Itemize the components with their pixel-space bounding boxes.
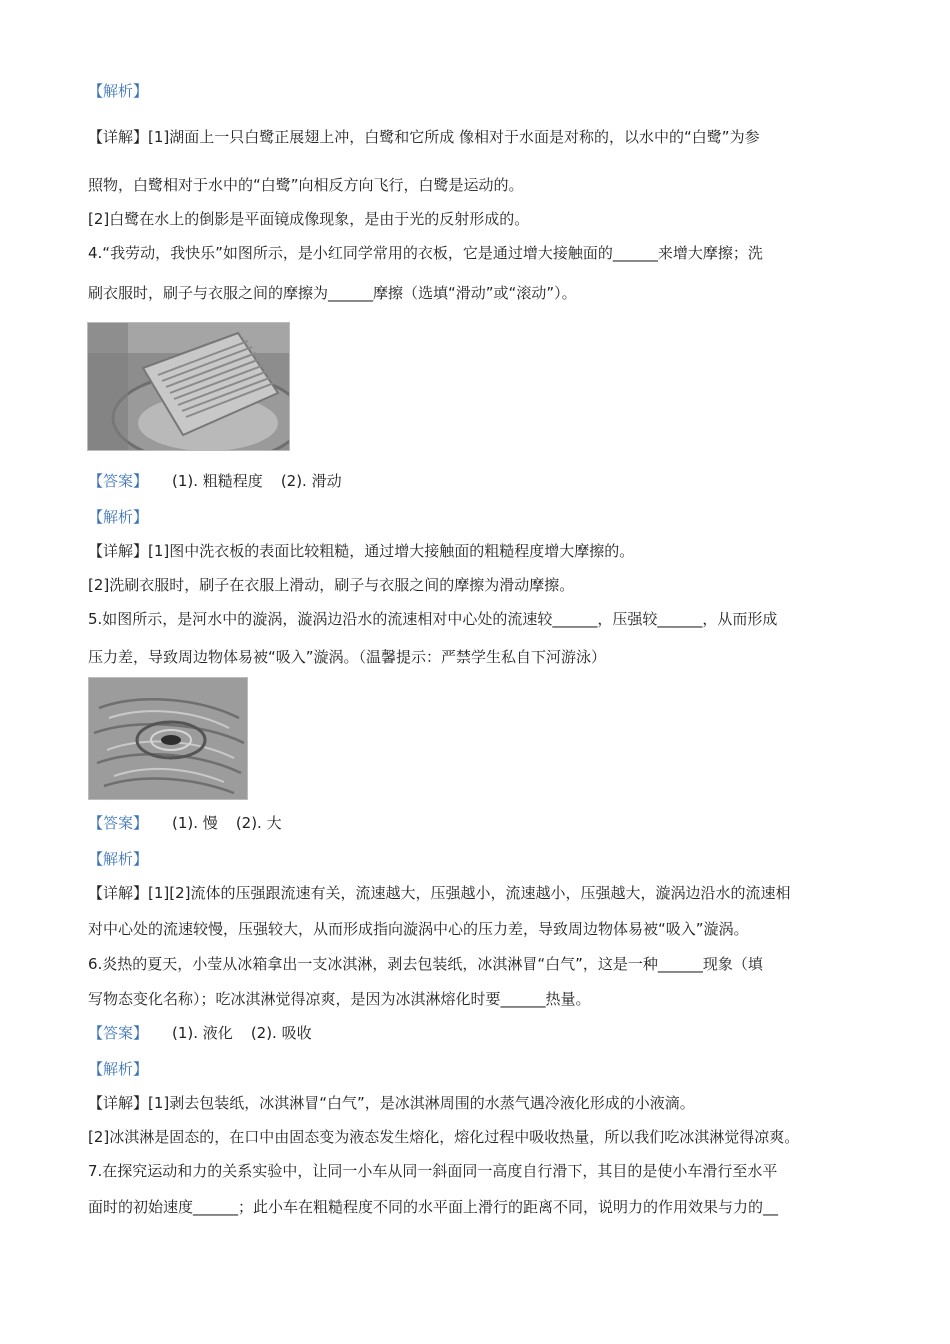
question-7-text-line2: 面时的初始速度______；此小车在粗糙程度不同的水平面上滑行的距离不同，说明力的作用效果与力的__ — [88, 1198, 779, 1216]
detail-paragraph — [88, 540, 634, 562]
detail-label: 【详解】 — [88, 128, 149, 146]
question-5-answer — [88, 812, 282, 834]
answer-1: (1). 慢 — [172, 814, 218, 832]
question-6-answer — [88, 1022, 312, 1044]
question-5-text-line2: 压力差，导致周边物体易被“吸入”漩涡。（温馨提示：严禁学生私自下河游泳） — [88, 648, 607, 666]
detail-label: 【详解】 — [88, 1094, 149, 1112]
question-6-text-line2: 写物态变化名称）；吃冰淇淋觉得凉爽，是因为冰淇淋熔化时要______热量。 — [88, 990, 591, 1008]
detail-text: [1]图中洗衣板的表面比较粗糙，通过增大接触面的粗糙程度增大摩擦的。 — [148, 542, 635, 560]
answer-1: (1). 粗糙程度 — [172, 472, 263, 490]
analysis-label: 【解析】 — [88, 508, 149, 526]
detail-text: [1]湖面上一只白鹭正展翅上冲，白鹭和它所成 像相对于水面是对称的，以水中的“白鹭”为参 — [148, 128, 760, 146]
answer-2: (2). 滑动 — [280, 472, 342, 490]
analysis-label: 【解析】 — [88, 82, 149, 100]
whirlpool-image — [88, 677, 248, 800]
detail-label: 【详解】 — [88, 884, 149, 902]
detail-text-2: [2]洗刷衣服时，刷子在衣服上滑动，刷子与衣服之间的摩擦为滑动摩擦。 — [88, 576, 575, 594]
analysis-label: 【解析】 — [88, 1060, 149, 1078]
question-4-text-line2: 刷衣服时，刷子与衣服之间的摩擦为______摩擦（选填“滑动”或“滚动”）。 — [88, 284, 577, 302]
detail-text: [1]剥去包装纸，冰淇淋冒“白气”，是冰淇淋周围的水蒸气遇冷液化形成的小液滴。 — [148, 1094, 695, 1112]
detail-text: [1][2]流体的压强跟流速有关，流速越大，压强越小，流速越小，压强越大，漩涡边沿水的流速相 — [148, 884, 791, 902]
answer-label: 【答案】 — [88, 814, 149, 832]
detail-text-continued: 照物，白鹭相对于水中的“白鹭”向相反方向飞行，白鹭是运动的。 — [88, 176, 524, 194]
detail-paragraph — [88, 882, 791, 904]
washboard-image — [87, 322, 290, 451]
detail-paragraph — [88, 126, 760, 148]
question-7-text-line1: 7.在探究运动和力的关系实验中，让同一小车从同一斜面同一高度自行滑下，其目的是使小车滑行至水平 — [88, 1162, 778, 1180]
detail-text-2: [2]冰淇淋是固态的，在口中由固态变为液态发生熔化，熔化过程中吸收热量，所以我们吃冰淇淋觉得凉爽。 — [88, 1128, 800, 1146]
answer-label: 【答案】 — [88, 472, 149, 490]
detail-text-continued: 对中心处的流速较慢，压强较大，从而形成指向漩涡中心的压力差，导致周边物体易被“吸入”漩涡。 — [88, 920, 749, 938]
whirlpool-illustration — [89, 678, 247, 799]
answer-2: (2). 大 — [235, 814, 282, 832]
question-6-text-line1: 6.炎热的夏天，小莹从冰箱拿出一支冰淇淋，剥去包装纸，冰淇淋冒“白气”，这是一种______现象（填 — [88, 955, 763, 973]
detail-paragraph — [88, 1092, 695, 1114]
detail-text-2: [2]白鹭在水上的倒影是平面镜成像现象，是由于光的反射形成的。 — [88, 210, 530, 228]
answer-2: (2). 吸收 — [250, 1024, 312, 1042]
detail-label: 【详解】 — [88, 542, 149, 560]
analysis-label: 【解析】 — [88, 850, 149, 868]
washboard-illustration — [88, 323, 289, 450]
question-5-text-line1: 5.如图所示，是河水中的漩涡，漩涡边沿水的流速相对中心处的流速较______，压强较______，从而形成 — [88, 610, 778, 628]
answer-label: 【答案】 — [88, 1024, 149, 1042]
answer-1: (1). 液化 — [172, 1024, 233, 1042]
question-4-text-line1: 4.“我劳动，我快乐”如图所示，是小红同学常用的衣板，它是通过增大接触面的______来增大摩擦；洗 — [88, 244, 763, 262]
question-4-answer — [88, 470, 342, 492]
